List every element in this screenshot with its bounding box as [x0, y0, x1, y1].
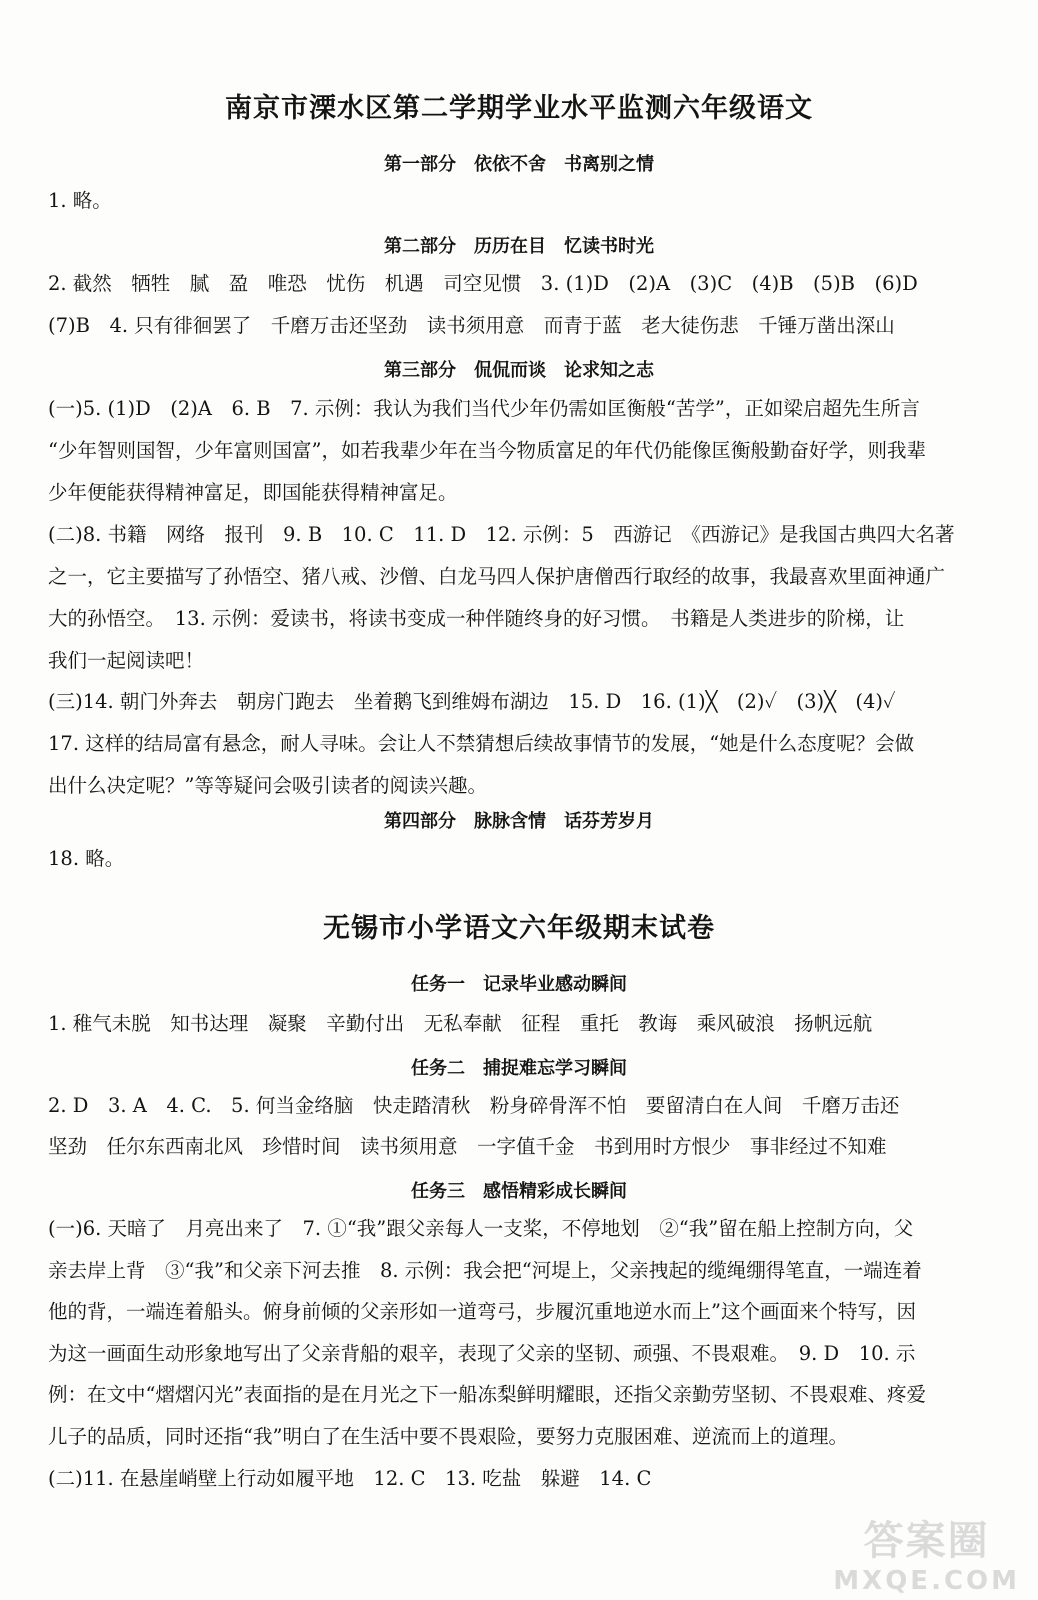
watermark-logo: 答案圈 — [863, 1518, 990, 1564]
doc2-task3-line3: 他的背，一端连着船头。俯身前倾的父亲形如一道弯弓，步履沉重地逆水而上”这个画面来个特写，因 — [48, 1300, 916, 1323]
doc1-part3-line5: 之一，它主要描写了孙悟空、猪八戒、沙僧、白龙马四人保护唐僧西行取经的故事，我最喜欢里面神通广 — [48, 565, 946, 588]
doc2-task3-line1: (一)6. 天暗了 月亮出来了 7. ①“我”跟父亲每人一支桨，不停地划 ②“我”留在船上控制方向，父 — [48, 1217, 914, 1240]
doc1-part3-line10: 出什么决定呢？”等等疑问会吸引读者的阅读兴趣。 — [48, 774, 487, 797]
doc2-task3-line7: (二)11. 在悬崖峭壁上行动如履平地 12. C 13. 吃盐 躲避 14. C — [48, 1467, 652, 1490]
watermark — [833, 1509, 1020, 1596]
doc1-part2-line1: 2. 截然 牺牲 腻 盈 唯恐 忧伤 机遇 司空见惯 3. (1)D (2)A (3)C (4)B (5)B (6)D — [48, 272, 918, 295]
doc1-part3-heading: 第三部分 侃侃而谈 论求知之志 — [384, 360, 654, 381]
doc1-part4-line1: 18. 略。 — [48, 847, 125, 870]
doc1-part1-line1: 1. 略。 — [48, 189, 112, 212]
doc1-part3-line8: (三)14. 朝门外奔去 朝房门跑去 坐着鹅飞到维姆布湖边 15. D 16. (1)╳ (2)✓ (3)╳ (4)✓ — [48, 690, 896, 713]
doc2-task3-line4: 为这一画面生动形象地写出了父亲背船的艰辛，表现了父亲的坚韧、顽强、不畏艰难。 9. D 10. 示 — [48, 1342, 916, 1365]
doc1-part3-line2: “少年智则国智，少年富则国富”，如若我辈少年在当今物质富足的年代仍能像匡衡般勤奋好学，则我辈 — [48, 439, 926, 462]
doc2-task1-heading: 任务一 记录毕业感动瞬间 — [411, 974, 627, 995]
doc1-part3-line3: 少年便能获得精神富足，即国能获得精神富足。 — [48, 481, 458, 504]
watermark-url: MXQE.COM — [833, 1566, 1020, 1596]
doc2-task3-line6: 儿子的品质，同时还指“我”明白了在生活中要不畏艰险，要努力克服困难、逆流而上的道理。 — [48, 1425, 848, 1448]
doc2-task1-line1: 1. 稚气未脱 知书达理 凝聚 辛勤付出 无私奉献 征程 重托 教诲 乘风破浪 扬帆远航 — [48, 1012, 873, 1035]
doc1-part3-line9: 17. 这样的结局富有悬念，耐人寻味。会让人不禁猜想后续故事情节的发展，“她是什么态度呢？会做 — [48, 732, 915, 755]
doc2-task2-line2: 坚劲 任尔东西南北风 珍惜时间 读书须用意 一字值千金 书到用时方恨少 事非经过不知难 — [48, 1135, 887, 1158]
doc1-part3-line6: 大的孙悟空。 13. 示例：爱读书，将读书变成一种伴随终身的好习惯。 书籍是人类进步的阶梯，让 — [48, 607, 905, 630]
doc2-task2-heading: 任务二 捕捉难忘学习瞬间 — [411, 1058, 627, 1079]
doc2-task3-line5: 例：在文中“熠熠闪光”表面指的是在月光之下一船冻梨鲜明耀眼，还指父亲勤劳坚韧、不畏艰难、疼爱 — [48, 1383, 926, 1406]
doc1-part2-line2: (7)B 4. 只有徘徊罢了 千磨万击还坚劲 读书须用意 而青于蓝 老大徒伤悲 千锤万凿出深山 — [48, 314, 895, 337]
doc1-part3-line7: 我们一起阅读吧！ — [48, 649, 205, 672]
doc1-part3-line4: (二)8. 书籍 网络 报刊 9. B 10. C 11. D 12. 示例：5 西游记 《西游记》是我国古典四大名著 — [48, 523, 955, 546]
doc1-part2-heading: 第二部分 历历在目 忆读书时光 — [384, 236, 654, 257]
doc2-task3-heading: 任务三 感悟精彩成长瞬间 — [411, 1181, 627, 1202]
doc1-part4-heading: 第四部分 脉脉含情 话芬芳岁月 — [384, 811, 654, 832]
doc1-part1-heading: 第一部分 依依不舍 书离别之情 — [384, 154, 654, 175]
doc1-title: 南京市溧水区第二学期学业水平监测六年级语文 — [225, 93, 813, 124]
doc2-task2-line1: 2. D 3. A 4. C. 5. 何当金络脑 快走踏清秋 粉身碎骨浑不怕 要留清白在人间 千磨万击还 — [48, 1094, 900, 1117]
doc1-part3-line1: (一)5. (1)D (2)A 6. B 7. 示例：我认为我们当代少年仍需如匡衡般“苦学”，正如梁启超先生所言 — [48, 397, 920, 420]
doc2-task3-line2: 亲去岸上背 ③“我”和父亲下河去推 8. 示例：我会把“河堤上，父亲拽起的缆绳绷得笔直，一端连着 — [48, 1259, 922, 1282]
doc2-title: 无锡市小学语文六年级期末试卷 — [323, 913, 715, 944]
